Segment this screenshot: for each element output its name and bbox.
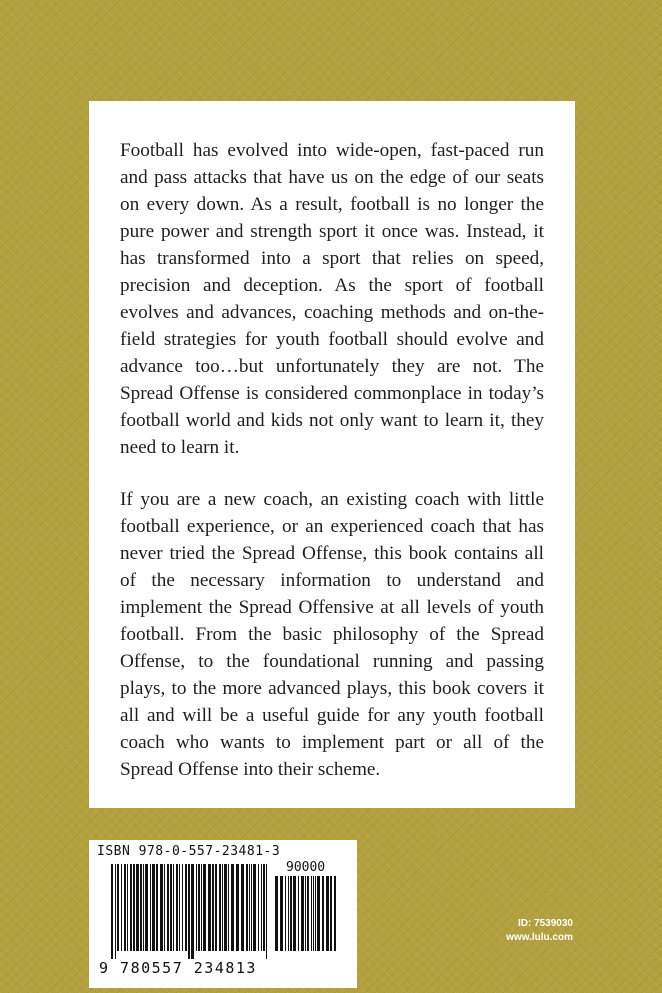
barcode-bar — [115, 864, 116, 959]
barcode-bar — [263, 864, 265, 951]
barcode-bar — [322, 876, 324, 951]
barcode-bar — [136, 864, 139, 951]
barcode-bar — [117, 864, 119, 951]
barcode-bar — [313, 876, 314, 951]
barcode-bar — [311, 876, 312, 951]
barcode-bar — [326, 876, 329, 951]
barcode-bar — [198, 864, 200, 951]
barcode-bar — [334, 876, 336, 951]
barcode-bar — [231, 864, 234, 951]
barcode-bar — [173, 864, 174, 951]
barcode-bar — [222, 864, 223, 951]
barcode-bar — [298, 876, 299, 951]
barcode-bar — [288, 876, 289, 951]
ean-digits: 9 780557 234813 — [99, 959, 257, 977]
barcode-bar — [330, 876, 332, 951]
barcode-bar — [317, 876, 320, 951]
barcode-bar — [241, 864, 244, 951]
publisher-id-label: ID: 7539030 — [517, 918, 573, 929]
barcode-bar — [293, 876, 296, 951]
barcode-bar — [150, 864, 151, 951]
barcode-bar — [124, 864, 126, 951]
barcode-bar — [160, 864, 163, 951]
barcode-bar — [305, 876, 306, 951]
barcode-bar — [201, 864, 202, 951]
barcode-bar — [179, 864, 180, 951]
description-panel — [89, 101, 575, 808]
barcode-bar — [130, 864, 132, 951]
ean-barcode — [111, 864, 269, 959]
barcode-bar — [301, 876, 304, 951]
barcode-bar — [261, 864, 262, 951]
barcode-bar — [203, 864, 206, 951]
barcode-bar — [167, 864, 169, 951]
barcode-bar — [176, 864, 178, 951]
barcode-bar — [224, 864, 227, 951]
barcode-bar — [285, 876, 286, 951]
barcode-bar — [191, 864, 194, 959]
barcode-bar — [152, 864, 155, 951]
addon-barcode — [275, 876, 339, 959]
barcode-bar — [275, 876, 278, 951]
barcode-bar — [143, 864, 144, 951]
barcode-bar — [208, 864, 211, 951]
description-paragraph-1: Football has evolved into wide-open, fast-paced run and pass attacks that have us on the edge of our seats on every down. As a result, football is no longer the pure power and strength sport it once was. Instead, it has transformed into a sport that relies on speed, precision and deception. As the sport of football evolves and advances, coaching methods and on-the-field strategies for youth football should evolve and advance too…but unfortunately they are not. The Spread Offense is considered commonplace in today’s football world and kids not only want to learn it, they need to learn it. — [120, 140, 544, 458]
barcode-bar — [145, 864, 148, 951]
barcode-bar — [266, 864, 267, 959]
barcode-bar — [249, 864, 250, 951]
barcode-bar — [164, 864, 165, 951]
barcode-bar — [228, 864, 229, 951]
price-code: 90000 — [286, 860, 326, 875]
barcode-bar — [156, 864, 158, 951]
barcode-bar — [185, 864, 187, 951]
barcode-bar — [140, 864, 142, 951]
barcode-bar — [307, 876, 309, 951]
barcode-bar — [111, 864, 113, 959]
barcode-bar — [182, 864, 183, 951]
barcode-bar — [280, 876, 283, 951]
barcode-bar — [251, 864, 252, 951]
isbn-label: ISBN 978-0-557-23481-3 — [97, 844, 281, 859]
publisher-url: www.lulu.com — [506, 932, 573, 943]
barcode-bar — [196, 864, 197, 951]
barcode-bar — [236, 864, 239, 951]
barcode-bar — [121, 864, 122, 951]
barcode-bar — [170, 864, 172, 951]
barcode-bar — [127, 864, 128, 951]
barcode-bar — [212, 864, 214, 951]
barcode-bar — [215, 864, 217, 951]
barcode-bar — [290, 876, 292, 951]
barcode-bar — [315, 876, 316, 951]
barcode-bar — [253, 864, 256, 951]
barcode-bar — [219, 864, 221, 951]
barcode-bar — [133, 864, 135, 951]
barcode-bar — [188, 864, 190, 959]
barcode-bar — [258, 864, 259, 951]
barcode-bar — [246, 864, 248, 951]
description-paragraph-2: If you are a new coach, an existing coach with little football experience, or an experienced coach that has never tried the Spread Offense, this book contains all of the necessary information to understand and implement the Spread Offensive at all levels of youth football. From the basic philosophy of the Spread Offense, to the foundational running and passing plays, to the more advanced plays, this book covers it all and will be a useful guide for any youth football coach who wants to implement part or all of the Spread Offense into their scheme. — [120, 489, 544, 780]
publisher-id — [506, 917, 573, 945]
barcode-box — [89, 840, 357, 988]
